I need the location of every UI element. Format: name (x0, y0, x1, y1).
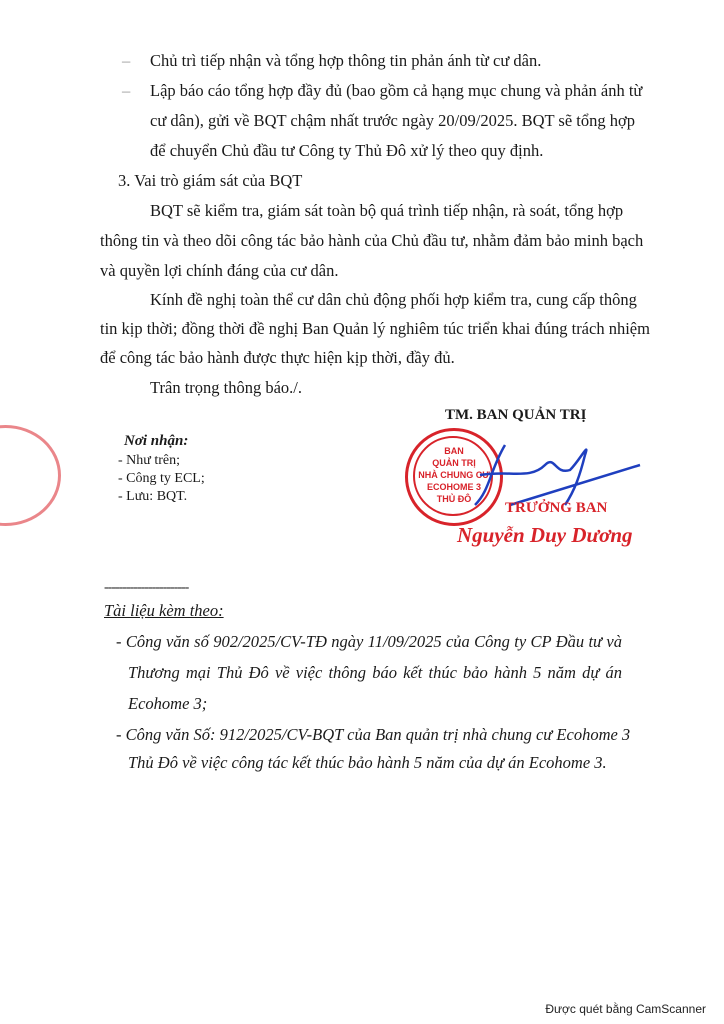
partial-stamp (0, 425, 61, 526)
bullet-2-line-2: cư dân), gửi về BQT chậm nhất trước ngày 20/09/2025. BQT sẽ tổng hợp (150, 111, 635, 130)
recipient-item: - Lưu: BQT. (118, 489, 188, 504)
signer-name: Nguyễn Duy Dương (457, 523, 633, 547)
closing: Trân trọng thông báo./. (150, 378, 303, 397)
separator: ----------------------- (104, 580, 189, 595)
stamp-text: BAN QUẢN TRỊ NHÀ CHUNG CƯ ECOHOME 3 THỦ ĐÔ (418, 446, 490, 504)
bullet-1: Chủ trì tiếp nhận và tổng hợp thông tin phản ánh từ cư dân. (150, 51, 542, 70)
para-2-line-1: Kính đề nghị toàn thể cư dân chủ động phối hợp kiểm tra, cung cấp thông (150, 290, 637, 309)
para-1-line-3: và quyền lợi chính đáng của cư dân. (100, 261, 339, 280)
recipient-item: - Như trên; (118, 453, 181, 468)
para-1-line-1: BQT sẽ kiểm tra, giám sát toàn bộ quá trình tiếp nhận, rà soát, tổng hợp (150, 201, 624, 220)
handwritten-signature (450, 430, 650, 510)
attachment-1-line-1: - Công văn số 902/2025/CV-TĐ ngày 11/09/2025 của Công ty CP Đầu tư và (116, 632, 622, 651)
para-1-line-2: thông tin và theo dõi công tác bảo hành của Chủ đầu tư, nhằm đảm bảo minh bạch (100, 231, 644, 250)
scanner-watermark: Được quét bằng CamScanner (545, 1002, 706, 1016)
bullet-dash: – (122, 51, 131, 70)
recipient-item: - Công ty ECL; (118, 471, 205, 486)
attachment-2-line-2: Thủ Đô về việc công tác kết thúc bảo hành 5 năm của dự án Ecohome 3. (128, 753, 607, 772)
section-3-heading: 3. Vai trò giám sát của BQT (118, 171, 303, 190)
attachment-1-line-2: Thương mại Thủ Đô về việc thông báo kết thúc bảo hành 5 năm dự án (128, 663, 622, 682)
signature-org: TM. BAN QUẢN TRỊ (445, 407, 587, 423)
attachments-title: Tài liệu kèm theo: (104, 601, 224, 620)
bullet-2-line-3: để chuyển Chủ đầu tư Công ty Thủ Đô xử lý theo quy định. (150, 141, 544, 160)
para-2-line-2: tin kịp thời; đồng thời đề nghị Ban Quản lý nghiêm túc triển khai đúng trách nhiệm (100, 319, 650, 338)
attachment-1-line-3: Ecohome 3; (128, 694, 208, 713)
bullet-dash: – (122, 81, 131, 100)
para-2-line-3: để công tác bảo hành được thực hiện kịp thời, đầy đủ. (100, 348, 455, 367)
recipients-title: Nơi nhận: (124, 433, 189, 449)
attachment-2-line-1: - Công văn Số: 912/2025/CV-BQT của Ban quản trị nhà chung cư Ecohome 3 (116, 725, 631, 744)
signature-role: TRƯỞNG BAN (505, 500, 608, 516)
bullet-2-line-1: Lập báo cáo tổng hợp đầy đủ (bao gồm cả hạng mục chung và phản ánh từ (150, 81, 643, 100)
